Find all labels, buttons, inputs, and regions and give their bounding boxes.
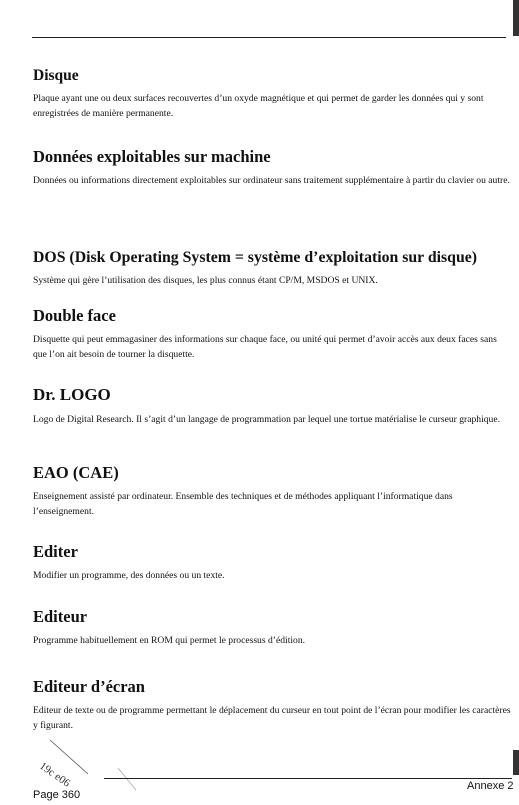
glossary-entry: [33, 249, 513, 288]
entry-term: Editer: [33, 542, 78, 561]
entry-term: Dr. LOGO: [33, 385, 111, 404]
entry-definition: Système qui gère l’utilisation des disques, les plus connus étant CP/M, MSDOS et UNIX.: [33, 275, 378, 287]
entry-definition: Modifier un programme, des données ou un texte.: [33, 570, 225, 582]
glossary-entry: [33, 67, 513, 121]
glossary-entry: [33, 678, 513, 733]
entry-definition: Données ou informations directement exploitables sur ordinateur sans traitement supplémentaire à partir du clavier ou autre.: [33, 175, 510, 187]
glossary-entry: [33, 543, 513, 583]
scan-edge-mark: [513, 750, 519, 775]
entry-term: EAO (CAE): [33, 463, 119, 482]
header-rule: [32, 37, 506, 38]
entry-definition: Plaque ayant une ou deux surfaces recouvertes d’un oxyde magnétique et qui permet de garder les données qui y sont enregistrées de manière permanente.: [33, 93, 484, 120]
annex-label: Annexe 2: [467, 780, 514, 792]
handwritten-stamp: 19c e06: [37, 760, 73, 790]
glossary-entry: [33, 148, 513, 188]
entry-term: Editeur: [33, 607, 88, 626]
page-number: Page 360: [33, 789, 81, 801]
glossary-entry: [33, 608, 513, 648]
glossary-entry: [33, 464, 513, 519]
entry-definition: Editeur de texte ou de programme permettant le déplacement du curseur en tout point de l’écran pour modifier les caractères y figurant.: [33, 705, 511, 732]
entry-definition: Logo de Digital Research. Il s’agit d’un langage de programmation par lequel une tortue matérialise le curseur graphique.: [33, 413, 500, 425]
entry-term: Disque: [33, 67, 79, 84]
entry-definition: Disquette qui peut emmagasiner des informations sur chaque face, ou unité qui permet d’avoir accès aux deux faces sans que l’on ait besoin de tourner la disquette.: [33, 334, 497, 361]
entry-term: Données exploitables sur machine: [33, 147, 271, 166]
entry-term: Editeur d’écran: [33, 677, 145, 696]
glossary-entry: [33, 386, 513, 427]
footer-rule: [104, 778, 512, 779]
entry-definition: Programme habituellement en ROM qui permet le processus d’édition.: [33, 635, 306, 647]
entry-term: DOS (Disk Operating System = système d’exploitation sur disque): [33, 249, 478, 266]
entry-definition: Enseignement assisté par ordinateur. Ensemble des techniques et de méthodes appliquant l’informatique dans l’enseignement.: [33, 491, 453, 518]
glossary-entry: [33, 307, 513, 362]
scan-edge-mark: [513, 0, 519, 36]
entry-term: Double face: [33, 306, 116, 325]
